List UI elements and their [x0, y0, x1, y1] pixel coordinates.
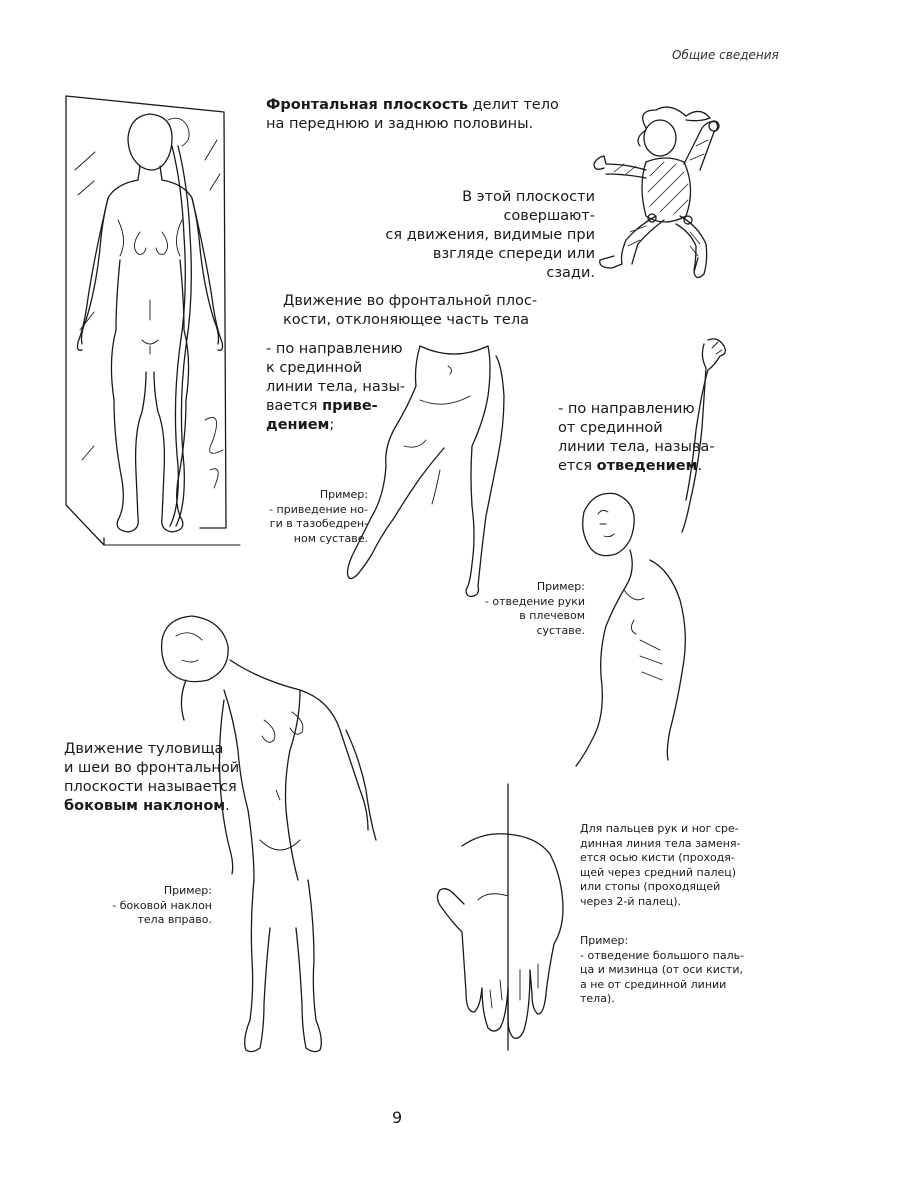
lateral-flexion-example: Пример: - боковой наклон тела вправо. — [112, 884, 212, 926]
adduction-description: - по направлению к срединной линии тела, назы- вается приве- дением; — [266, 341, 406, 433]
abduction-description: - по направлению от срединной линии тела, называ- ется отведением. — [558, 401, 715, 474]
adduction-example: Пример: - приведение но- ги в тазобедрен- ном суставе. — [269, 488, 368, 545]
fingers-example: Пример: - отведение большого паль- ца и мизинца (от оси кисти, а не от срединной линии тела). — [580, 934, 745, 1005]
page-number: 9 — [392, 1108, 403, 1127]
lateral-flexion-description: Движение туловища и шеи во фронтальной плоскости называется боковым наклоном. — [64, 741, 240, 814]
frontal-plane-definition: Фронтальная плоскость делит тело на переднюю и заднюю половины. — [266, 97, 559, 132]
section-title: Общие сведения — [672, 48, 779, 62]
fingers-note: Для пальцев рук и ног сре- динная линия тела заменя- ется осью кисти (проходя- щей через средний палец) или стопы (проходящей через 2-й палец). — [580, 822, 741, 908]
movement-intro: Движение во фронтальной плос- кости, отклоняющее часть тела — [283, 293, 538, 328]
abduction-example: Пример: - отведение руки в плечевом суставе. — [484, 580, 585, 637]
frontal-plane-movements: В этой плоскости совершают- ся движения, видимые при взгляде спереди или сзади. — [385, 189, 595, 281]
